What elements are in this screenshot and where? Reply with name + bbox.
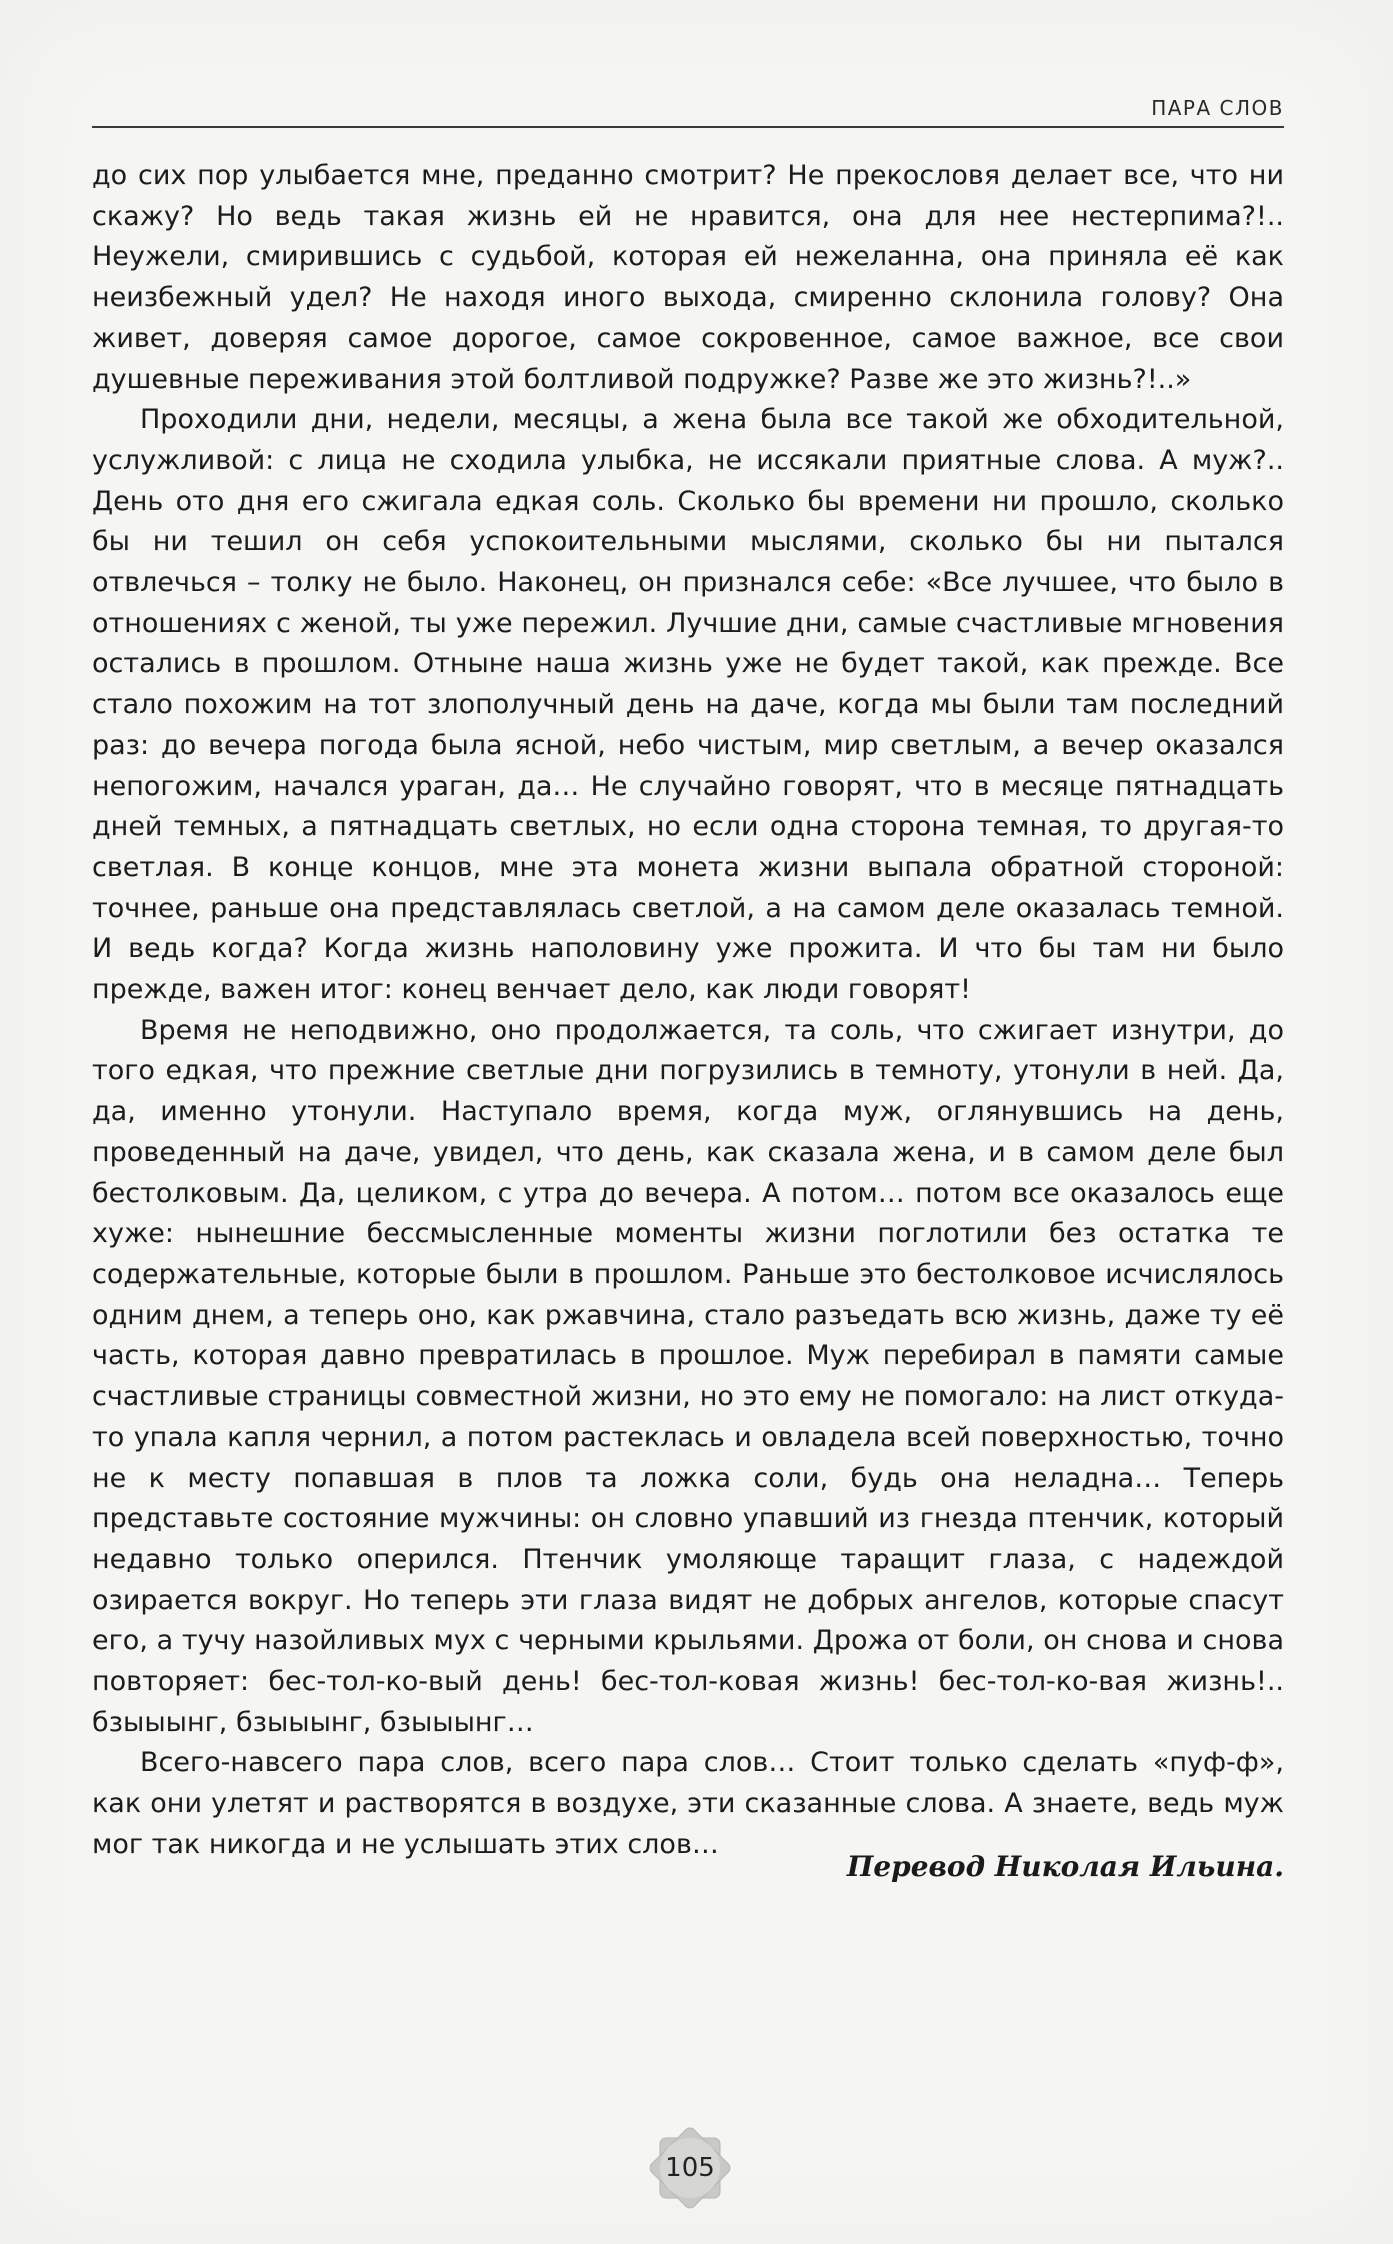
paragraph-continued: до сих пор улыбается мне, преданно смотрит? Не прекословя делает все, что ни скажу? Но ведь такая жизнь ей не нравится, она для нее нестерпима?!.. Неужели, смирившись с судьбой, которая ей нежеланна, она приняла её как неизбежный удел? Не находя иного выхода, смиренно склонила голову? Она живет, доверяя самое дорогое, самое сокровенное, самое важное, все свои душевные переживания этой болтливой подружке? Разве же это жизнь?!..» <box>92 160 1284 395</box>
paragraph: Время не неподвижно, оно продолжается, та соль, что сжигает изнутри, до того едкая, что прежние светлые дни погрузились в темноту, утонули в ней. Да, да, именно утонули. Наступало время, когда муж, оглянувшись на день, проведенный на даче, увидел, что день, как сказала жена, и в самом деле был бестолковым. Да, целиком, с утра до вечера. А потом… потом все оказалось еще хуже: нынешние бессмысленные моменты жизни поглотили без остатка те содержательные, которые были в прошлом. Раньше это бестолковое исчислялось одним днем, а теперь оно, как ржавчина, стало разъедать всю жизнь, даже ту её часть, которая давно превратилась в прошлое. Муж перебирал в памяти самые счастливые страницы совместной жизни, но это ему не помогало: на лист откуда-то упала капля чернил, а потом растеклась и овладела всей поверхностью, точно не к месту попавшая в плов та ложка соли, будь она неладна… Теперь представьте состояние мужчины: он словно упавший из гнезда птенчик, который недавно только оперился. Птенчик умоляюще таращит глаза, с надеждой озирается вокруг. Но теперь эти глаза видят не добрых ангелов, которые спасут его, а тучу назойливых мух с черными крыльями. Дрожа от боли, он снова и снова повторяет: бес-тол-ко-вый день! бес-тол-ковая жизнь! бес-тол-ко-вая жизнь!.. бзыыынг, бзыыынг, бзыыынг… <box>92 1014 1284 1738</box>
page-number: 105 <box>665 2153 715 2183</box>
running-header <box>92 92 1284 128</box>
page-number-badge <box>640 2118 740 2218</box>
body-text <box>92 156 1284 1866</box>
paragraph: Всего-навсего пара слов, всего пара слов… Стоит только сделать «пуф-ф», как они улетят и растворятся в воздухе, эти сказанные слова. А знаете, ведь муж мог так никогда и не услышать этих слов… <box>92 1747 1284 1860</box>
paragraph: Проходили дни, недели, месяцы, а жена была все такой же обходительной, услужливой: с лица не сходила улыбка, не иссякали приятные слова. А муж?.. День ото дня его сжигала едкая соль. Сколько бы времени ни прошло, сколько бы ни тешил он себя успокоительными мыслями, сколько бы ни пытался отвлечься – толку не было. Наконец, он признался себе: «Все лучшее, что было в отношениях с женой, ты уже пережил. Лучшие дни, самые счастливые мгновения остались в прошлом. Отныне наша жизнь уже не будет такой, как прежде. Все стало похожим на тот злополучный день на даче, когда мы были там последний раз: до вечера погода была ясной, небо чистым, мир светлым, а вечер оказался непогожим, начался ураган, да… Не случайно говорят, что в месяце пятнадцать дней темных, а пятнадцать светлых, но если одна сторона темная, то другая-то светлая. В конце концов, мне эта монета жизни выпала обратной стороной: точнее, раньше она представлялась светлой, а на самом деле оказалась темной. И ведь когда? Когда жизнь наполовину уже прожита. И что бы там ни было прежде, важен итог: конец венчает дело, как люди говорят! <box>92 404 1284 1006</box>
translator-credit: Перевод Николая Ильина. <box>846 1850 1284 1883</box>
running-title: ПАРА СЛОВ <box>1151 96 1284 120</box>
